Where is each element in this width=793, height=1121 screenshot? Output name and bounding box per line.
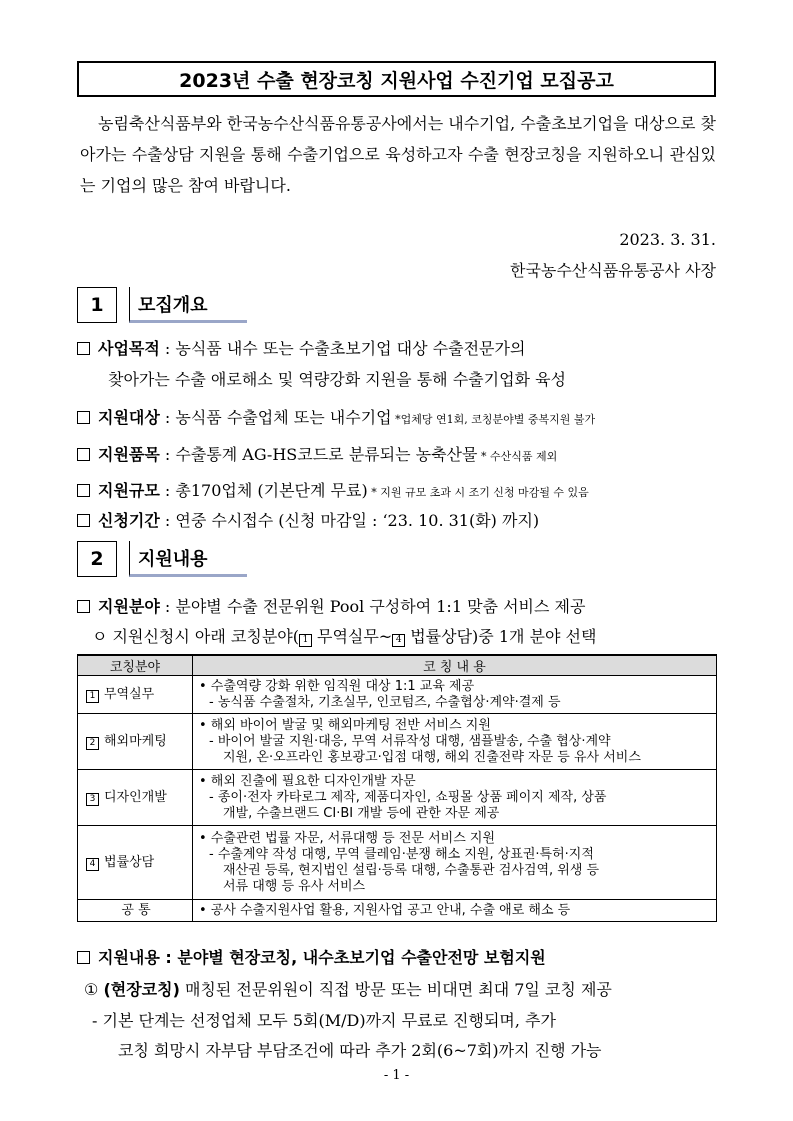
table-row <box>78 714 717 770</box>
section-2-title: 지원내용 <box>129 541 247 577</box>
table-cell-category: 3 디자인개발 <box>78 770 193 826</box>
number-box-icon: 1 <box>299 634 312 647</box>
content-item <box>77 945 546 968</box>
target-note: *업체당 연1회, 코칭분야별 중복지원 불가 <box>391 413 596 426</box>
table-cell-content: • 해외 진출에 필요한 디자인개발 자문 - 종이·전자 카타로그 제작, 제품디자인, 쇼핑몰 상품 페이지 제작, 상품 개발, 수출브랜드 CI·BI 개발 등에 관한 자문 제공 <box>193 770 717 826</box>
coaching-item-1-sub2: 코칭 희망시 자부담 부담조건에 따라 추가 2회(6~7회)까지 진행 가능 <box>118 1041 602 1060</box>
items-text: : 수출통계 AG-HS코드로 분류되는 농축산물 <box>159 445 478 464</box>
period-text: : 연중 수시접수 (신청 마감일 : ‘23. 10. 31(화) 까지) <box>159 511 540 530</box>
field-label: 지원분야 <box>98 597 160 616</box>
page-title <box>77 61 716 97</box>
purpose-continued: 찾아가는 수출 애로해소 및 역량강화 지원을 통해 수출기업화 육성 <box>108 370 567 389</box>
checkbox-square-icon <box>77 484 90 497</box>
page-number: - 1 - <box>383 1068 410 1083</box>
table-cell-content: • 수출역량 강화 위한 임직원 대상 1:1 교육 제공 - 농식품 수출절차, 기초실무, 인코텀즈, 수출협상·계약·결제 등 <box>193 676 717 714</box>
circled-number-icon: ① <box>84 980 99 999</box>
intro-text: 농림축산식품부와 한국농수산식품유통공사에서는 내수기업, 수출초보기업을 대상으로 찾아가는 수출상담 지원을 통해 수출기업으로 육성하고자 수출 현장코칭을 지원하오니 관심있는 기업의 많은 참여 바랍니다. <box>80 114 716 195</box>
table-cell-content: • 공사 수출지원사업 활용, 지원사업 공고 안내, 수출 애로 해소 등 <box>193 900 717 922</box>
checkbox-square-icon <box>77 951 90 964</box>
table-header-content: 코 칭 내 용 <box>193 655 717 676</box>
checkbox-square-icon <box>77 342 90 355</box>
field-text: : 분야별 수출 전문위원 Pool 구성하여 1:1 맞춤 서비스 제공 <box>159 597 586 616</box>
table-row <box>78 900 717 922</box>
table-cell-category: 2 해외마케팅 <box>78 714 193 770</box>
checkbox-square-icon <box>77 411 90 424</box>
table-cell-content: • 수출관련 법률 자문, 서류대행 등 전문 서비스 지원 - 수출계약 작성 대행, 무역 클레임·분쟁 해소 지원, 상표권·특허·지적 재산권 등록, 현지법인 설립·등록 대행, 수출통관 검사검역, 위생 등 서류 대행 등 유사 서비스 <box>193 826 717 900</box>
purpose-label: 사업목적 <box>98 339 160 358</box>
coaching-item-1 <box>84 977 612 1000</box>
number-box-icon: 4 <box>392 634 405 647</box>
table-row <box>78 770 717 826</box>
section-1-title: 모집개요 <box>129 287 247 323</box>
section-1-header <box>77 287 247 323</box>
intro-paragraph <box>80 108 716 201</box>
scale-note: * 지원 규모 초과 시 조기 신청 마감될 수 있음 <box>367 486 589 499</box>
coaching-item-1-label: (현장코칭) <box>103 980 180 999</box>
checkbox-square-icon <box>77 514 90 527</box>
period-label: 신청기간 <box>98 511 160 530</box>
section-2-number: 2 <box>77 541 117 577</box>
field-sub-item: ㅇ 지원신청시 아래 코칭분야( 1 무역실무~ 4 법률상담)중 1개 분야 선택 <box>92 627 597 646</box>
table-cell-category: 1 무역실무 <box>78 676 193 714</box>
coaching-table <box>77 654 717 922</box>
content-label: 지원내용 <box>98 948 160 967</box>
table-header-category: 코칭분야 <box>78 655 193 676</box>
coaching-item-1-sub1: - 기본 단계는 선정업체 모두 5회(M/D)까지 무료로 진행되며, 추가 <box>92 1011 556 1030</box>
table-cell-category: 공 통 <box>78 900 193 922</box>
table-header-row <box>78 655 717 676</box>
purpose-item <box>77 336 525 359</box>
table-cell-content: • 해외 바이어 발굴 및 해외마케팅 전반 서비스 지원 - 바이어 발굴 지원·대응, 무역 서류작성 대행, 샘플발송, 수출 협상·계약 지원, 온·오프라인 홍보광고·입점 대행, 해외 진출전략 자문 등 유사 서비스 <box>193 714 717 770</box>
target-label: 지원대상 <box>98 408 160 427</box>
items-note: * 수산식품 제외 <box>477 450 558 463</box>
checkbox-square-icon <box>77 448 90 461</box>
content-text: : 분야별 현장코칭, 내수초보기업 수출안전망 보험지원 <box>159 948 546 967</box>
number-box-icon: 4 <box>86 858 99 871</box>
notice-signature: 한국농수산식품유통공사 사장 <box>509 261 716 280</box>
coaching-item-1-text: 매칭된 전문위원이 직접 방문 또는 비대면 최대 7일 코칭 제공 <box>179 980 612 999</box>
table-row <box>78 676 717 714</box>
scale-label: 지원규모 <box>98 481 160 500</box>
number-box-icon: 3 <box>86 793 99 806</box>
section-1-number: 1 <box>77 287 117 323</box>
items-label: 지원품목 <box>98 445 160 464</box>
number-box-icon: 2 <box>86 737 99 750</box>
items-item <box>77 442 557 465</box>
period-item <box>77 508 539 531</box>
purpose-text: : 농식품 내수 또는 수출초보기업 대상 수출전문가의 <box>159 339 526 358</box>
page-title-text: 2023년 수출 현장코칭 지원사업 수진기업 모집공고 <box>179 69 614 92</box>
target-text: : 농식품 수출업체 또는 내수기업 <box>159 408 392 427</box>
number-box-icon: 1 <box>86 690 99 703</box>
field-item <box>77 594 585 617</box>
target-item <box>77 405 595 428</box>
table-cell-category: 4 법률상담 <box>78 826 193 900</box>
scale-item <box>77 478 589 501</box>
table-row <box>78 826 717 900</box>
section-2-header <box>77 541 247 577</box>
scale-text: : 총170업체 (기본단계 무료) <box>159 481 368 500</box>
notice-date: 2023. 3. 31. <box>619 230 716 249</box>
checkbox-square-icon <box>77 600 90 613</box>
